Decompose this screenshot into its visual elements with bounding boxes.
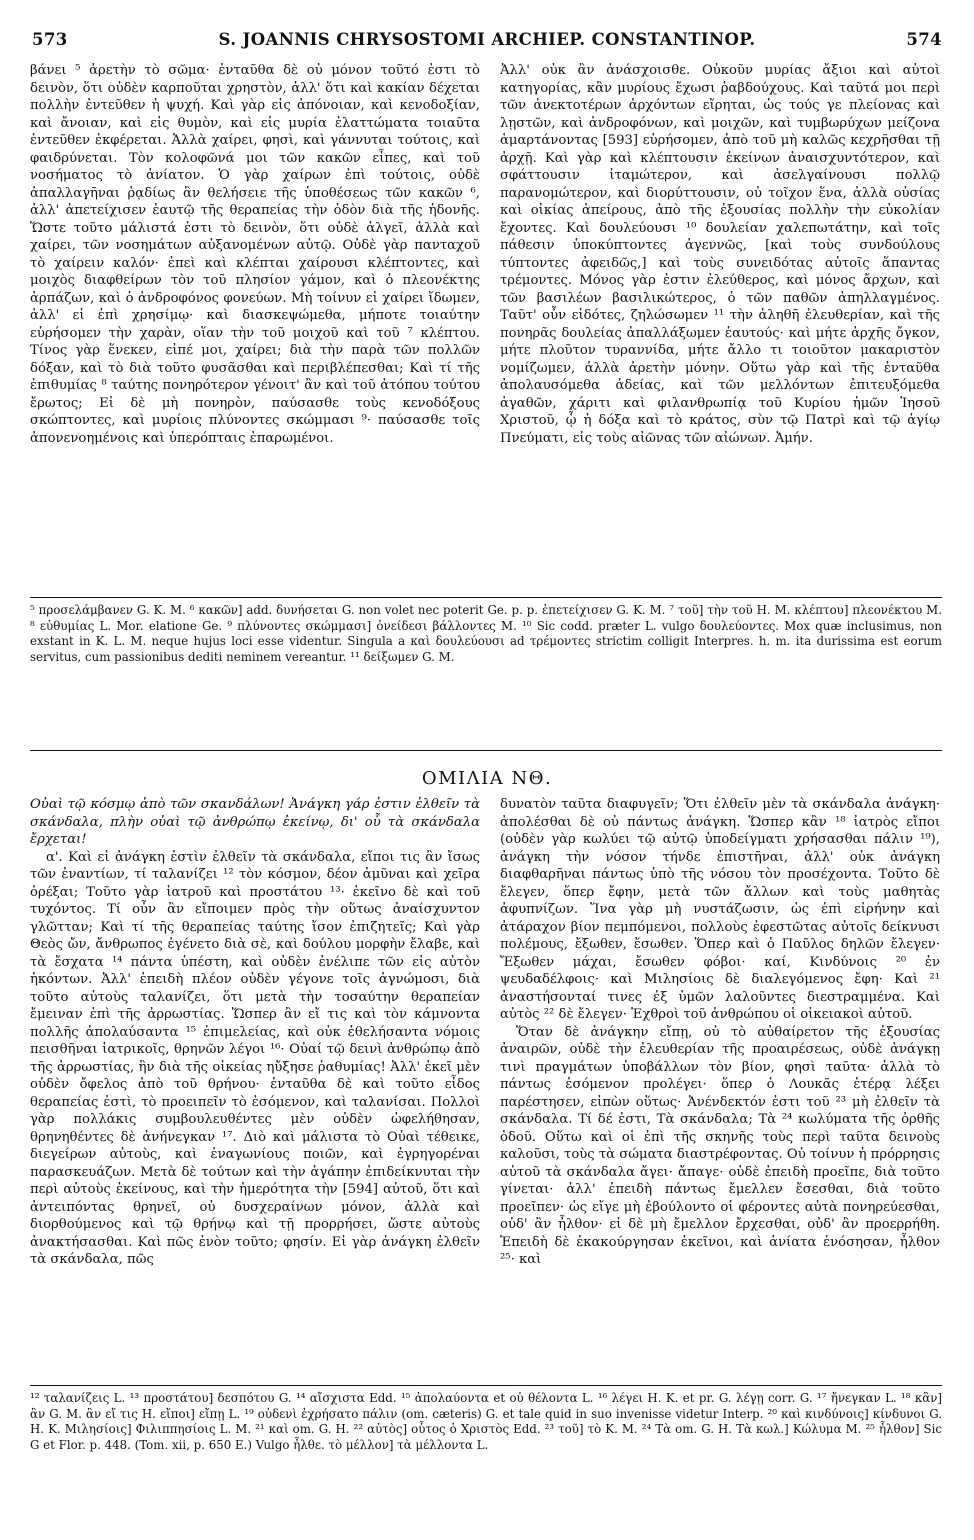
- footnotes-lower: ¹² ταλανίζεις L. ¹³ προστάτου] δεσπότου G. ¹⁴ αἴσχιστα Edd. ¹⁵ ἀπολαύοντα et οὐ θέλοντα L. ¹⁶ λέγει H. K. et pr. G. λέγῃ corr. G. ¹⁷ ἤνεγκαν L. ¹⁸ κἂν] ἂν G. M. ἂν εἴ τις H. εἴποι] εἴπῃ L. ¹⁹ οὐδενὶ ἐχρήσατο πάλιν (om. cæteris) G. et tale quid in suo invenisse videtur Interp. ²⁰ καὶ κινδύνοις] κίνδυνοι G. H. K. Μιλησίοις] Φιλιππησίοις L. M. ²¹ καὶ om. G. H. ²² αὐτὸς] οὗτος ὁ Χριστὸς Edd. ²³ τοῦ] τὸ K. M. ²⁴ Τὰ om. G. H. Τὰ κωλ.] Κώλυμα M. ²⁵ ἦλθον] Sic G et Flor. p. 448. (Tom. xii, p. 650 E.) Vulgo ἦλθε. τὸ μέλλον] τὰ μέλλοντα L.: [30, 1391, 942, 1452]
- footnote-divider: [30, 1385, 942, 1386]
- upper-right-column: [500, 62, 940, 592]
- running-title: S. JOANNIS CHRYSOSTOMI ARCHIEP. CONSTANTINOP.: [218, 30, 756, 49]
- upper-left-column: [30, 62, 480, 592]
- lower-left-column: [30, 796, 480, 1351]
- footnotes-upper: ⁵ προσελάμβανεν G. K. M. ⁶ κακῶν] add. δυνήσεται G. non volet nec poterit Ge. p. p. ἐπετείχισεν G. K. M. ⁷ τοῦ] τὴν τοῦ H. M. κλέπτου] πλεονέκτου M. ⁸ εὐθυμίας L. Mor. elatione Ge. ⁹ πλύνοντες σκώμμασι] ὀνείδεσι βάλλοντες M. ¹⁰ Sic codd. præter L. vulgo δουλεύοντες. Mox quæ inclusimus, non exstant in K. L. M. neque hujus loci esse videntur. Singula a καὶ δουλεύουσι ad τρέμοντες strictim colligit Interpres. h. m. ita durissima est eorum servitus, cum passionibus dediti neminem vereantur. ¹¹ δείξωμεν G. M.: [30, 603, 942, 664]
- running-header: [32, 30, 942, 54]
- homily-title: ΟΜΙΛΙΑ ΝΘ.: [421, 768, 553, 789]
- epigraph: Οὐαὶ τῷ κόσμῳ ἀπὸ τῶν σκανδάλων! Ἀνάγκη γάρ ἐστιν ἐλθεῖν τὰ σκάνδαλα, πλὴν οὐαὶ τῷ ἀνθρώπῳ ἐκείνῳ, δι' οὗ τὰ σκάνδαλα ἔρχεται!: [30, 797, 480, 847]
- paragraph: Ἀλλ' οὐκ ἂν ἀνάσχοισθε. Οὐκοῦν μυρίας ἄξιοι καὶ αὐτοὶ κατηγορίας, κἂν μυρίους ἔχωσι ῥαβδούχους. Καὶ ταῦτά μοι περὶ τῶν ἀνεκτοτέρων ἀρχόντων εἴρηται, ὡς τούς γε πλείονας καὶ λῃστῶν, καὶ ἀνδροφόνων, καὶ μοιχῶν, καὶ τυμβωρύχων μείζονα ἁμαρτάνοντας [593] εὑρήσομεν, ἀπὸ τοῦ μὴ καλῶς κεχρῆσθαι τῇ ἀρχῇ. Καὶ γὰρ καὶ κλέπτουσιν ἐκείνων ἀναισχυντότερον, καὶ σφάττουσιν ἰταμώτερον, καὶ ἀσελγαίνουσι πολλῷ παρανομώτερον, καὶ διορύττουσιν, οὐ τοῖχον ἕνα, ἀλλὰ οὐσίας καὶ οἰκίας ἀπείρους, ἀπὸ τῆς ἐξουσίας πολλὴν τὴν εὐκολίαν ἔχοντες. Καὶ δουλεύουσι ¹⁰ δουλείαν χαλεπωτάτην, καὶ τοῖς πάθεσιν ὑποκύπτοντες ἀγεννῶς, [καὶ τοὺς συνδούλους τύπτοντες ἀφειδῶς,] καὶ τοὺς συνειδότας αὐτοῖς ἅπαντας τρέμοντες. Μόνος γὰρ ἐστιν ἐλεύθερος, καὶ μόνος ἄρχων, καὶ τῶν βασιλέων βασιλικώτερος, ὁ τῶν παθῶν ἀπηλλαγμένος. Ταῦτ' οὖν εἰδότες, ζηλώσωμεν ¹¹ τὴν ἀληθῆ ἐλευθερίαν, καὶ τῆς πονηρᾶς δουλείας ἀπαλλάξωμεν ἑαυτούς· καὶ μήτε ἀρχῆς ὄγκον, μήτε πλοῦτον τυραννίδα, μήτε ἄλλο τι τοιοῦτον μακαριστὸν νομίζωμεν, ἀλλὰ ἀρετὴν μόνην. Οὕτω γὰρ καὶ τῆς ἐνταῦθα ἀπολαυσόμεθα ἀδείας, καὶ τῶν μελλόντων ἐπιτευξόμεθα ἀγαθῶν, χάριτι καὶ φιλανθρωπίᾳ τοῦ Κυρίου ἡμῶν Ἰησοῦ Χριστοῦ, ᾧ ἡ δόξα καὶ τὸ κράτος, σὺν τῷ Πατρὶ καὶ τῷ ἁγίῳ Πνεύματι, εἰς τοὺς αἰῶνας τῶν αἰώνων. Ἀμήν.: [500, 63, 940, 446]
- paragraph: Ὅταν δὲ ἀνάγκην εἴπῃ, οὐ τὸ αὐθαίρετον τῆς ἐξουσίας ἀναιρῶν, οὐδὲ τὴν ἐλευθερίαν τῆς προαιρέσεως, οὐδὲ ἀνάγκῃ τινὶ πραγμάτων ὑποβάλλων τὸν βίον, φησὶ ταῦτα· ἀλλὰ τὸ πάντως ἐσόμενον προλέγει· ὅπερ ὁ Λουκᾶς ἑτέρᾳ λέξει παρέστησεν, εἰπὼν οὕτως· Ἀνένδεκτόν ἐστι τοῦ ²³ μὴ ἐλθεῖν τὰ σκάνδαλα. Τί δέ ἐστι, Τὰ σκάνδαλα; Τὰ ²⁴ κωλύματα τῆς ὀρθῆς ὁδοῦ. Οὕτω καὶ οἱ ἐπὶ τῆς σκηνῆς τοὺς περὶ ταῦτα δεινοὺς καλοῦσι, τοὺς τὰ σώματα διαστρέφοντας. Οὐ τοίνυν ἡ πρόρρησις αὐτοῦ τὰ σκάνδαλα ἄγει· ἄπαγε· οὐδὲ ἐπειδὴ προεῖπε, διὰ τοῦτο γίνεται· ἀλλ' ἐπειδὴ πάντως ἔμελλεν ἔσεσθαι, διὰ τοῦτο προεῖπεν· ὡς εἴγε μὴ ἐβούλοντο οἱ φέροντες αὐτὰ πονηρεύεσθαι, οὐδ' ἂν ἦλθον· εἰ δὲ μὴ ἔμελλον ἔρχεσθαι, οὐδ' ἂν προερρήθη. Ἐπειδὴ δὲ ἐκακούργησαν ἐκεῖνοι, καὶ ἀνίατα ἐνόσησαν, ἦλθον ²⁵· καὶ: [500, 1024, 940, 1267]
- paragraph: α'. Καὶ εἰ ἀνάγκη ἐστὶν ἐλθεῖν τὰ σκάνδαλα, εἴποι τις ἂν ἴσως τῶν ἐναντίων, τί ταλανίζει ¹² τὸν κόσμον, δέον ἀμῦναι καὶ χεῖρα ὀρέξαι; Τοῦτο γὰρ ἰατροῦ καὶ προστάτου ¹³· ἐκεῖνο δὲ καὶ τοῦ τυχόντος. Τί οὖν ἂν εἴποιμεν πρὸς τὴν οὕτως ἀναίσχυντον γλῶτταν; Καὶ τί τῆς θεραπείας ταύτης ἴσον ἐπιζητεῖς; Καὶ γὰρ Θεὸς ὤν, ἄνθρωπος ἐγένετο διὰ σὲ, καὶ δούλου μορφὴν ἔλαβε, καὶ τὰ ἔσχατα ¹⁴ πάντα ὑπέστη, καὶ οὐδὲν ἐνέλιπε τῶν εἰς αὐτὸν ἡκόντων. Ἀλλ' ἐπειδὴ πλέον οὐδὲν γέγονε τοῖς ἀγνώμοσι, διὰ τοῦτο αὐτοὺς ταλανίζει, ὅτι μετὰ τὴν τοσαύτην θεραπείαν ἔμειναν ἐπὶ τῆς ἀρρωστίας. Ὥσπερ ἂν εἴ τις καὶ τὸν κάμνοντα πολλῆς ἀπολαύσαντα ¹⁵ ἐπιμελείας, καὶ οὐκ ἐθελήσαντα νόμοις πεισθῆναι ἰατρικοῖς, θρηνῶν λέγοι ¹⁶· Οὐαί τῷ δεινὶ ἀνθρώπῳ ἀπὸ τῆς ἀρρωστίας, ἣν διὰ τῆς οἰκείας ηὔξησε ῥαθυμίας! Ἀλλ' ἐκεῖ μὲν οὐδὲν ὄφελος ἀπὸ τοῦ θρήνου· ἐνταῦθα δὲ καὶ τοῦτο εἶδος θεραπείας ἐστὶ, τὸ προειπεῖν τὸ ἐσόμενον, καὶ ταλανίσαι. Πολλοὶ γὰρ πολλάκις συμβουλευθέντες μὲν οὐδὲν ὠφελήθησαν, θρηνηθέντες δὲ ἀνήνεγκαν ¹⁷. Διὸ καὶ μάλιστα τὸ Οὐαὶ τέθεικε, διεγείρων αὐτοὺς, καὶ ἐναγωνίους ποιῶν, καὶ ἐγρηγορέναι παρασκευάζων. Μετὰ δὲ τούτων καὶ τὴν ἀγάπην ἐπιδείκνυται τὴν περὶ αὐτοὺς ἐκείνους, καὶ τὴν ἡμερότητα τὴν [594] αὐτοῦ, ὅτι καὶ ἀντειπόντας θρηνεῖ, οὐ δυσχεραίνων μόνον, ἀλλὰ καὶ διορθούμενος καὶ τῷ θρήνῳ καὶ τῇ προρρήσει, ὥστε αὐτοὺς ἀνακτήσασθαι. Καὶ πῶς ἐνὸν τοῦτο; φησίν. Εἰ γὰρ ἀνάγκη ἐλθεῖν τὰ σκάνδαλα, πῶς: [30, 849, 480, 1267]
- section-divider: [30, 750, 942, 751]
- footnote-divider: [30, 597, 942, 598]
- paragraph: βάνει ⁵ ἀρετὴν τὸ σῶμα· ἐνταῦθα δὲ οὐ μόνον τοῦτό ἐστι τὸ δεινὸν, ὅτι οὐδὲν καρποῦται χρηστὸν, ἀλλ' ὅτι καὶ κακίαν δέχεται πολλὴν ἐντεῦθεν ἡ ψυχή. Καὶ γὰρ εἰς ἀπόνοιαν, καὶ κενοδοξίαν, καὶ ἄνοιαν, καὶ εἰς θυμὸν, καὶ εἰς μυρία ἐλαττώματα τοιαῦτα ἐντεῦθεν ἐκφέρεται. Ἀλλὰ χαίρει, φησὶ, καὶ γάννυται τούτοις, καὶ φαιδρύνεται. Τὸν κολοφῶνά μοι τῶν κακῶν εἶπες, καὶ τοῦ νοσήματος τὸ ἀνίατον. Ὁ γὰρ χαίρων ἐπὶ τούτοις, οὐδὲ ἀπαλλαγῆναι ῥᾳδίως ἂν θελήσειε τῆς ὑποθέσεως τῶν κακῶν ⁶, ἀλλ' ἀπετείχισεν ἑαυτῷ τῆς θεραπείας τὴν ὁδὸν διὰ τῆς ἡδονῆς. Ὥστε τοῦτο μάλιστά ἐστι τὸ δεινὸν, ὅτι οὐδὲ ἀλγεῖ, ἀλλὰ καὶ χαίρει, τῶν νοσημάτων αὐξανομένων αὐτῷ. Οὐδὲ γὰρ πανταχοῦ τὸ χαίρειν καλόν· ἐπεὶ καὶ κλέπται χαίρουσι κλέπτοντες, καὶ μοιχὸς διαφθείρων τὸν τοῦ πλησίον γάμον, καὶ ὁ πλεονέκτης ἁρπάζων, καὶ ὁ ἀνδροφόνος φονεύων. Μὴ τοίνυν εἰ χαίρει ἴδωμεν, ἀλλ' εἰ ἐπὶ χρησίμῳ· καὶ διασκεψώμεθα, μήποτε τοιαύτην εὑρήσομεν τὴν χαρὰν, οἵαν τὴν τοῦ μοιχοῦ καὶ τοῦ ⁷ κλέπτου. Τίνος γὰρ ἕνεκεν, εἰπέ μοι, χαίρει; διὰ τὴν παρὰ τῶν πολλῶν δόξαν, καὶ τὸ διὰ τοῦτο φυσᾶσθαι καὶ περιβλέπεσθαι; Καὶ τί τῆς ἐπιθυμίας ⁸ ταύτης πονηρότερον γένοιτ' ἂν καὶ τοῦ ἀτόπου τούτου ἔρωτος; Εἰ δὲ μὴ πονηρὸν, παύσασθε τοὺς κενοδόξους σκώπτοντες, καὶ μυρίοις πλύνοντες σκώμμασι ⁹· παύσασθε τοῖς ἀπονενοημένοις καὶ ὑπερόπταις ἐπαρωμένοι.: [30, 63, 480, 446]
- right-page-number: 574: [906, 30, 942, 49]
- left-page-number: 573: [32, 30, 68, 49]
- lower-right-column: [500, 796, 940, 1351]
- paragraph: δυνατὸν ταῦτα διαφυγεῖν; Ὅτι ἐλθεῖν μὲν τὰ σκάνδαλα ἀνάγκη· ἀπολέσθαι δὲ οὐ πάντως ἀνάγκη. Ὥσπερ κἂν ¹⁸ ἰατρὸς εἴποι (οὐδὲν γὰρ κωλύει τῷ αὐτῷ ὑποδείγματι χρήσασθαι πάλιν ¹⁹), ἀνάγκη τὴν νόσον τήνδε ἐπιστῆναι, ἀλλ' οὐκ ἀνάγκη διαφθαρῆναι πάντως ὑπὸ τῆς νόσου τὸν προσέχοντα. Τοῦτο δὲ ἔλεγεν, ὅπερ ἔφην, μετὰ τῶν ἄλλων καὶ τοὺς μαθητὰς ἀφυπνίζων. Ἵνα γὰρ μὴ νυστάζωσιν, ὡς ἐπὶ εἰρήνην καὶ ἀτάραχον βίον πεμπόμενοι, πολλοὺς ἐφεστῶτας αὐτοῖς δείκνυσι πολέμους, ἔξωθεν, ἔσωθεν. Ὅπερ καὶ ὁ Παῦλος δηλῶν ἔλεγεν· Ἔξωθεν μάχαι, ἔσωθεν φόβοι· καί, Κινδύνοις ²⁰ ἐν ψευδαδέλφοις· καὶ Μιλησίοις δὲ διαλεγόμενος ἔφη· Καὶ ²¹ ἀναστήσονταί τινες ἐξ ὑμῶν λαλοῦντες διεστραμμένα. Καὶ αὐτὸς ²² δὲ ἔλεγεν· Ἐχθροὶ τοῦ ἀνθρώπου οἱ οἰκειακοὶ αὐτοῦ.: [500, 797, 940, 1022]
